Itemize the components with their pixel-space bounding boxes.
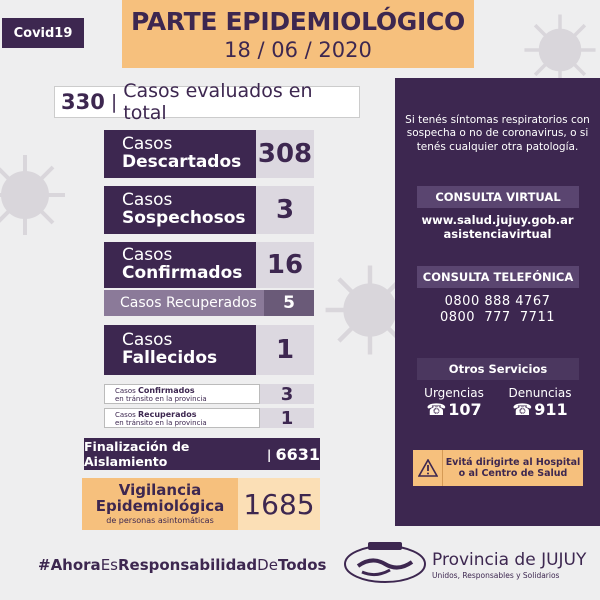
hashtag-part: #Ahora — [38, 556, 101, 574]
page-title: PARTE EPIDEMIOLÓGICO — [130, 7, 465, 36]
phone-icon: ☎ — [426, 400, 447, 419]
transit-bold: Recuperados — [137, 410, 197, 419]
card-label-line2: Confirmados — [122, 263, 243, 283]
phone-icon: ☎ — [512, 400, 533, 419]
warning-box — [413, 450, 583, 486]
panel-info-text: Si tenés síntomas respiratorios con sospecha o no de coronavirus, o si tenés cualquier otra patología. — [405, 114, 590, 153]
card-label-line2: Descartados — [122, 152, 242, 172]
transit-confirmados — [104, 384, 314, 404]
card-label-line2: Fallecidos — [122, 348, 218, 368]
warning-icon — [413, 450, 443, 486]
finalizacion-label: Finalización de Aislamiento — [84, 439, 190, 469]
total-label: Casos evaluados en total — [123, 80, 313, 124]
card-value: 1 — [256, 325, 314, 375]
warning-line1: Evitá dirigirte al Hospital — [445, 456, 581, 468]
consulta-virtual-link[interactable] — [395, 214, 600, 242]
header-banner — [122, 0, 474, 68]
urgencias-number[interactable]: 107 — [448, 400, 482, 419]
transit-pre: Casos — [115, 411, 138, 419]
hashtag — [38, 556, 326, 574]
phone-numbers — [395, 294, 600, 327]
card-label-line1: Casos — [122, 190, 173, 211]
card-sospechosos — [104, 186, 314, 234]
hashtag-part: Todos — [277, 556, 327, 574]
total-evaluated — [54, 80, 360, 124]
total-separator: | — [110, 91, 118, 113]
urgencias-service — [415, 386, 493, 419]
recuperados-label: Casos Recuperados — [104, 290, 264, 316]
transit-sub: en tránsito en la provincia — [115, 395, 207, 404]
province-name: Provincia de JUJUY — [432, 550, 587, 570]
finalizacion-aislamiento — [84, 438, 320, 470]
card-recuperados — [104, 290, 314, 316]
urgencias-label: Urgencias — [424, 386, 484, 400]
warning-line2: o al Centro de Salud — [458, 468, 568, 479]
card-label-line1: Casos — [122, 134, 173, 155]
card-label-line1: Casos — [122, 330, 173, 351]
vigilancia-line2: Epidemiológica — [95, 496, 225, 515]
transit-bold: Confirmados — [137, 386, 195, 395]
hashtag-part: De — [257, 556, 278, 574]
card-value: 16 — [256, 242, 314, 288]
finalizacion-separator: | — [266, 446, 272, 462]
recuperados-value: 5 — [264, 290, 314, 316]
covid-tag: Covid19 — [2, 18, 84, 48]
province-slogan: Unidos, Responsables y Solidarios — [432, 571, 560, 580]
phone-2[interactable]: 0800 777 7711 — [439, 310, 555, 326]
url-line1[interactable]: www.salud.jujuy.gob.ar — [421, 213, 574, 227]
card-value: 3 — [256, 186, 314, 234]
transit-sub: en tránsito en la provincia — [115, 419, 207, 428]
phone-1[interactable]: 0800 888 4767 — [444, 294, 551, 309]
transit-pre: Casos — [115, 387, 138, 395]
card-fallecidos — [104, 325, 314, 375]
hashtag-part: Es — [100, 556, 118, 574]
card-confirmados — [104, 242, 314, 288]
info-panel — [395, 78, 600, 526]
hashtag-part: Responsabilidad — [117, 556, 258, 574]
transit-recuperados — [104, 408, 314, 428]
url-line2[interactable]: asistenciavirtual — [443, 226, 552, 241]
card-label-line1: Casos — [122, 245, 173, 266]
report-date: 18 / 06 / 2020 — [224, 38, 372, 62]
finalizacion-value: 6631 — [275, 444, 320, 464]
card-descartados — [104, 130, 314, 178]
consulta-telefonica-header: CONSULTA TELEFÓNICA — [417, 266, 579, 288]
denuncias-label: Denuncias — [508, 386, 572, 400]
otros-servicios-header: Otros Servicios — [417, 358, 579, 380]
card-value: 308 — [256, 130, 314, 178]
vigilancia-epidemiologica — [82, 478, 320, 530]
denuncias-number[interactable]: 911 — [534, 400, 568, 419]
handshake-logo-icon — [340, 538, 430, 586]
transit-value: 1 — [260, 408, 314, 428]
province-branding — [432, 550, 586, 580]
transit-value: 3 — [260, 384, 314, 404]
vigilancia-sub: de personas asintomáticas — [106, 515, 214, 525]
vigilancia-value: 1685 — [238, 478, 320, 530]
denuncias-service — [501, 386, 579, 419]
total-value: 330 — [61, 90, 105, 114]
card-label-line2: Sospechosos — [122, 208, 246, 228]
vigilancia-line1: Vigilancia — [118, 481, 202, 500]
virus-icon — [0, 150, 70, 240]
consulta-virtual-header: CONSULTA VIRTUAL — [417, 186, 579, 208]
